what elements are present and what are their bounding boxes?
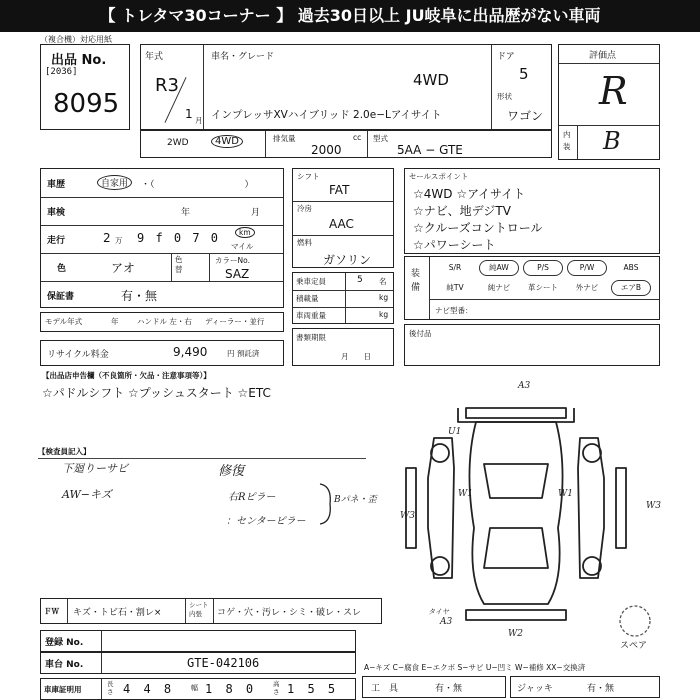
inspector-label: 【検査員記入】 [38, 447, 91, 456]
lot-box [40, 44, 130, 130]
displacement-unit: cc [353, 133, 362, 142]
cert-length-label: 長さ [107, 680, 114, 696]
sales-label: セールスポイント [409, 172, 469, 181]
tools-label: 工 具 [371, 684, 399, 694]
cert-height: 1 5 5 [287, 682, 339, 696]
jack-value: 有・無 [587, 684, 615, 694]
registration-row [40, 630, 356, 652]
equip-navi: 純ナビ [487, 283, 511, 292]
inspector-note: ：センターピラー [226, 516, 306, 527]
model-code-value: 5AA − GTE [397, 143, 463, 157]
exhibitor-label: 【出品店申告欄（不良箇所・欠品・注意事項等）】 [42, 371, 211, 380]
cert-width: 1 8 0 [205, 682, 257, 696]
mid-block [292, 168, 394, 268]
shift-label: シフト [297, 172, 320, 181]
cert-length: 4 4 8 [123, 682, 175, 696]
equip-pw: P/W [567, 260, 607, 276]
interior-value: B [603, 127, 621, 155]
fw-items: キズ・トビ石・割レ× [73, 608, 162, 618]
mileage-man: 2 [103, 231, 111, 245]
sales-point: ☆パワーシート [413, 238, 496, 252]
equip-ext-navi: 外ナビ [575, 283, 599, 292]
equip-ps: P/S [523, 260, 563, 276]
weight-label: 車両重量 [296, 311, 326, 320]
name-drive: 4WD [413, 71, 449, 89]
chassis-label: 車台 No. [45, 660, 84, 670]
sales-point: ☆4WD ☆アイサイト [413, 187, 526, 201]
weight-unit: kg [379, 310, 389, 319]
door-shape-label: 形状 [497, 92, 512, 101]
subheader: （複合機）対応用紙 [40, 35, 112, 44]
header-block [140, 44, 552, 130]
door-value: 5 [519, 65, 529, 83]
registration-label: 登録 No. [45, 638, 84, 648]
model-year-handle: ハンドル 左・右 [137, 317, 192, 326]
equip-leather: 革シート [528, 283, 558, 292]
model-year-dealer: ディーラー・並行 [205, 317, 265, 326]
fuel-value: ガソリン [323, 253, 372, 267]
car-damage-diagram [398, 378, 668, 640]
equipment-block [404, 256, 660, 320]
exhibitor-text: ☆パドルシフト ☆プッシュスタート ☆ETC [42, 386, 271, 400]
lot-label: 出品 No. [51, 53, 107, 68]
spec-row [140, 130, 552, 158]
recycle-label: リサイクル料金 [47, 350, 109, 360]
interior-label: 内装 [563, 130, 571, 151]
model-year-unit: 年 [111, 317, 119, 326]
color-code-label: カラーNo. [215, 256, 250, 265]
score-label: 評価点 [589, 51, 617, 61]
equip-sr: S/R [448, 263, 462, 272]
score-box [558, 44, 660, 160]
recycle-row [40, 340, 284, 366]
load-unit: kg [379, 293, 389, 302]
cert-height-label: 高さ [273, 680, 280, 696]
year-month: 1 [185, 107, 193, 121]
damage-mark: W3 [646, 501, 661, 511]
cert-label: 車庫証明用 [44, 685, 82, 694]
year-label: 年式 [145, 52, 164, 62]
damage-mark: タイヤ [428, 608, 449, 616]
damage-mark: W2 [508, 629, 523, 639]
displacement-label: 排気量 [273, 134, 296, 143]
banner: 【 トレタマ30コーナー 】 過去30日以上 JU岐阜に出品歴がない車両 [0, 0, 700, 32]
damage-legend: A−キズ C−腐食 E−エクボ S−サビ U−凹ミ W−補修 XX−交換済 [364, 663, 586, 672]
inspection-year: 年 [181, 208, 191, 218]
mileage-unit-mile: マイル [231, 242, 254, 251]
inspector-note: 右Rピラー [228, 492, 276, 503]
color-value: アオ [111, 261, 135, 275]
sales-point: ☆クルーズコントロール [413, 221, 543, 235]
damage-mark: A3 [518, 381, 531, 391]
bracket-mark [318, 482, 334, 526]
color-code: SAZ [225, 267, 250, 281]
cert-width-label: 幅 [191, 684, 198, 692]
recycle-unit: 円 預託済 [227, 349, 260, 358]
tools-value: 有・無 [435, 684, 463, 694]
drive-2wd: 2WD [167, 138, 189, 148]
fw-row [40, 598, 382, 624]
post-fit-block [404, 324, 660, 366]
sheet-items: コゲ・穴・汚レ・シミ・破レ・スレ [217, 608, 362, 618]
inspector-note: AW−キズ [62, 488, 112, 501]
cert-row [40, 678, 356, 700]
name-model: インプレッサXVハイブリッド 2.0e−Lアイサイト [211, 109, 442, 121]
score-value: R [599, 69, 628, 113]
sales-point: ☆ナビ、地デジTV [413, 204, 511, 218]
year-era: R3 [155, 75, 179, 96]
info-block [40, 168, 284, 308]
shift-value: FAT [329, 183, 350, 197]
mileage-unit-km: km [235, 227, 255, 238]
capacity-value: 5 [357, 275, 363, 285]
damage-mark: W1 [458, 489, 473, 499]
lot-number: 8095 [53, 89, 120, 119]
equipment-label: 装備 [411, 269, 421, 293]
fuel-label: 燃料 [297, 238, 312, 247]
name-label: 車名・グレード [211, 52, 275, 62]
model-year-row [40, 312, 284, 332]
tools-row [362, 676, 506, 698]
history-label: 車歴 [47, 180, 66, 190]
chassis-row [40, 652, 356, 674]
cooling-label: 冷房 [297, 204, 312, 213]
inspection-month: 月 [251, 208, 261, 218]
navi-model-label: ナビ型番： [435, 306, 473, 315]
doc-due-unit: 月 日 [341, 352, 371, 361]
mileage-man-unit: 万 [115, 236, 123, 245]
damage-mark: A3 [440, 617, 453, 627]
inspector-note: 下廻りーサビ [62, 462, 128, 475]
displacement-value: 2000 [311, 143, 342, 157]
warranty-label: 保証書 [47, 292, 75, 302]
capacity-unit: 名 [379, 277, 387, 286]
warranty-value: 有・無 [121, 289, 158, 303]
jack-row [510, 676, 660, 698]
history-rest: ・（ ） [141, 180, 254, 190]
equip-airbag: エアB [611, 280, 651, 296]
inspector-note: 修復 [218, 464, 245, 479]
damage-mark: U1 [448, 427, 462, 437]
mileage-label: 走行 [47, 236, 66, 246]
damage-mark: W3 [400, 511, 415, 521]
equip-abs: ABS [623, 263, 639, 272]
mileage-digits: 9 f 0 7 0 [137, 231, 221, 245]
capacity-label: 乗車定員 [296, 277, 326, 286]
year-month-unit: 月 [195, 116, 203, 125]
door-shape: ワゴン [507, 109, 544, 123]
chassis-value: GTE-042106 [187, 656, 260, 670]
inspection-label: 車検 [47, 208, 66, 218]
doc-due-block [292, 328, 394, 366]
capacity-block [292, 272, 394, 324]
model-year-label: モデル年式 [45, 317, 83, 326]
sheet-label: シート内張 [189, 601, 209, 618]
inspector-note: Bパネ・歪 [334, 495, 377, 505]
cooling-value: AAC [329, 217, 354, 231]
lot-code: [2036] [45, 67, 78, 77]
door-label: ドア [497, 52, 515, 62]
spare-label: スペア [620, 641, 648, 651]
recycle-value: 9,490 [173, 345, 208, 359]
doc-due-label: 書類期限 [296, 333, 326, 342]
equip-aw: 純AW [479, 260, 519, 276]
history-value: 自家用 [97, 175, 132, 190]
drive-4wd: 4WD [211, 135, 243, 148]
load-label: 積載量 [296, 294, 319, 303]
jack-label: ジャッキ [517, 684, 553, 694]
damage-mark: W1 [558, 489, 573, 499]
model-code-label: 型式 [373, 134, 388, 143]
spare-tire-icon [618, 604, 652, 638]
sales-block [404, 168, 660, 254]
post-fit-label: 後付品 [409, 329, 432, 338]
color-change-label: 色替 [175, 255, 183, 274]
equip-tv: 純TV [446, 283, 464, 292]
color-label: 色 [57, 264, 67, 274]
fw-label: ＦＷ [44, 607, 59, 616]
